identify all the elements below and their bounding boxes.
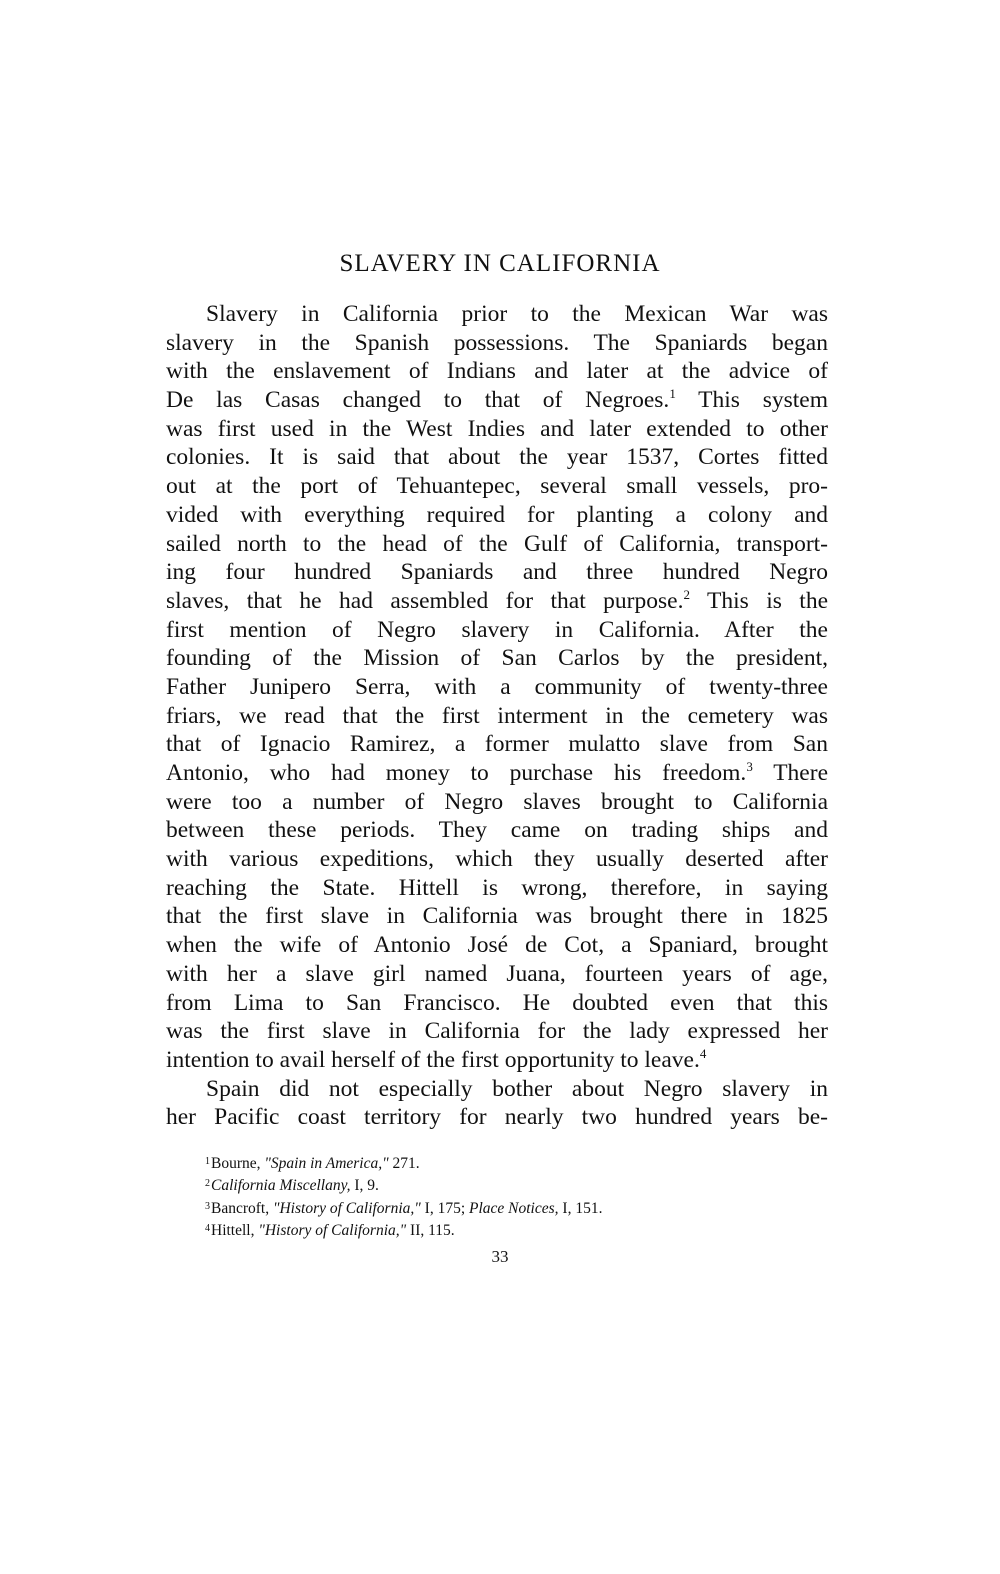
body-line-with-ref <box>166 1046 828 1075</box>
body-line: ing four hundred Spaniards and three hundred Negro <box>166 559 828 586</box>
footnote-text: II, 115. <box>406 1222 455 1240</box>
body-line: sailed north to the head of the Gulf of California, transport- <box>166 530 828 557</box>
body-line-text: De las Casas changed to that of Negroes. <box>166 387 670 414</box>
body-line: slavery in the Spanish possessions. The Spaniards began <box>166 329 828 356</box>
footnote-title: "History of California," <box>272 1199 421 1217</box>
footnotes <box>205 1153 845 1243</box>
footnote-ref-4: 4 <box>699 1045 707 1061</box>
footnote-ref-1: 1 <box>669 386 676 402</box>
footnote <box>205 1198 845 1220</box>
body-line: first mention of Negro slavery in California. After the <box>166 616 828 643</box>
body-line: her Pacific coast territory for nearly two hundred years be- <box>166 1104 828 1131</box>
footnote-marker: 4 <box>205 1223 210 1235</box>
page-number: 33 <box>491 1247 509 1266</box>
body-line: colonies. It is said that about the year 1537, Cortes fitted <box>166 444 828 471</box>
body-line: reaching the State. Hittell is wrong, therefore, in saying <box>166 874 828 901</box>
footnote-title: California Miscellany, <box>211 1177 351 1195</box>
body-line: out at the port of Tehuantepec, several small vessels, pro- <box>166 473 828 500</box>
footnote-ref-2: 2 <box>683 586 690 602</box>
body-line: between these periods. They came on trading ships and <box>166 817 828 844</box>
body-line-text: slaves, that he had assembled for that purpose. <box>166 587 684 614</box>
chapter-title: SLAVERY IN CALIFORNIA <box>339 250 661 277</box>
body-line: was the first slave in California for the lady expressed her <box>166 1018 828 1045</box>
body-line: founding of the Mission of San Carlos by the president, <box>166 645 828 672</box>
footnote-text: Bancroft, <box>211 1199 273 1217</box>
body-line-with-ref <box>166 759 828 788</box>
body-line: with various expeditions, which they usually deserted after <box>166 846 828 873</box>
body-line: vided with everything required for planting a colony and <box>166 501 828 528</box>
body-line-text: There <box>773 760 828 786</box>
body-line: that the first slave in California was brought there in 1825 <box>166 903 828 930</box>
footnote-marker: 1 <box>205 1156 210 1167</box>
footnote-marker: 2 <box>205 1178 210 1190</box>
body-line-text: This system <box>698 387 829 414</box>
body-line: Slavery in California prior to the Mexican War was <box>206 301 828 327</box>
footnote <box>205 1175 845 1197</box>
body-line: were too a number of Negro slaves brought to California <box>166 788 828 815</box>
footnote-title: "Spain in America," <box>264 1155 389 1172</box>
footnote-text: Bourne, <box>211 1155 265 1172</box>
footnote <box>205 1220 845 1242</box>
body-line-with-ref <box>166 587 828 616</box>
footnote-title: Place Notices, <box>469 1199 559 1217</box>
body-line: that of Ignacio Ramirez, a former mulatto slave from San <box>166 731 828 758</box>
footnote-ref-3: 3 <box>746 759 753 774</box>
footnote-text: Hittell, <box>211 1222 259 1240</box>
footnote-text: I, 175; <box>420 1199 469 1217</box>
footnote-title: "History of California," <box>258 1222 407 1240</box>
body-line-with-ref <box>166 386 828 415</box>
body-line: Spain did not especially bother about Negro slavery in <box>206 1075 828 1102</box>
footnote-text: I, 9. <box>350 1177 379 1195</box>
footnote-marker: 3 <box>205 1200 210 1212</box>
body-line: Father Junipero Serra, with a community of twenty-three <box>166 673 828 700</box>
body-line-text: intention to avail herself of the first opportunity to leave. <box>166 1046 700 1073</box>
body-line: was first used in the West Indies and later extended to other <box>166 415 828 442</box>
footnote-text: I, 151. <box>558 1199 603 1217</box>
body-line: with the enslavement of Indians and later at the advice of <box>166 358 828 385</box>
body-line: when the wife of Antonio José de Cot, a Spaniard, brought <box>166 932 828 959</box>
body-line-text: This is the <box>706 587 829 614</box>
body-line: from Lima to San Francisco. He doubted even that this <box>166 989 828 1016</box>
footnote-text: 271. <box>388 1155 420 1172</box>
body-line: with her a slave girl named Juana, fourteen years of age, <box>166 960 828 987</box>
footnote <box>205 1153 845 1175</box>
body-line: friars, we read that the first interment in the cemetery was <box>166 702 828 729</box>
body-text <box>166 300 828 1132</box>
body-line-text: Antonio, who had money to purchase his freedom. <box>166 760 747 786</box>
